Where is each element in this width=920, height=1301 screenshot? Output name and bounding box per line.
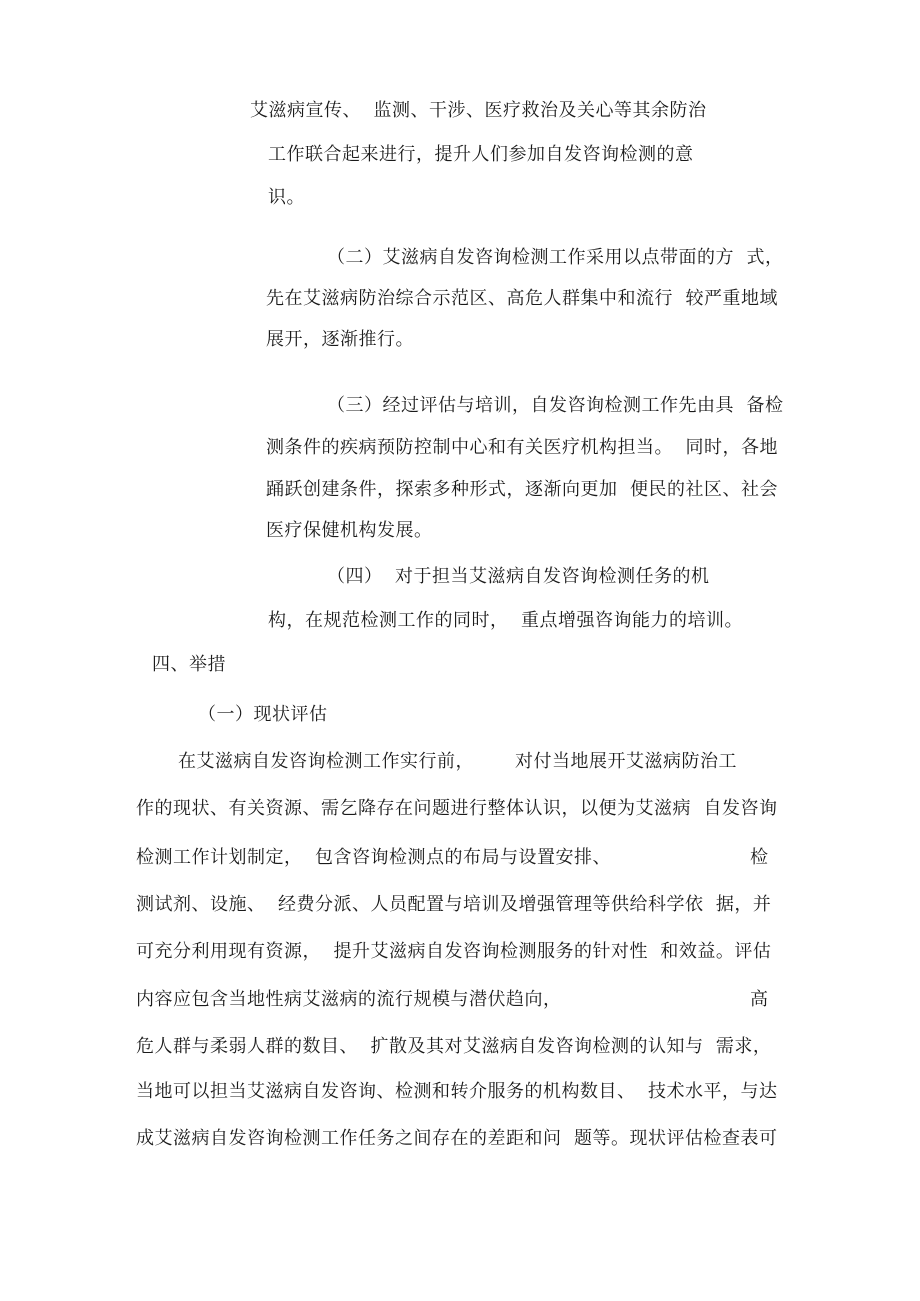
item-2-line-3: 展开，逐渐推行。 bbox=[266, 329, 414, 350]
body-line-8: 当地可以担当艾滋病自发咨询、检测和转介服务的机构数目、 技术水平，与达 bbox=[136, 1081, 778, 1102]
item-3-line-1: （三）经过评估与培训，自发咨询检测工作先由具 备检 bbox=[327, 395, 784, 416]
body-line-6b: 高 bbox=[750, 989, 769, 1010]
item-2-line-2: 先在艾滋病防治综合示范区、高危人群集中和流行 较严重地域 bbox=[266, 288, 778, 309]
item-3-line-3: 踊跃创建条件，探索多种形式，逐渐向更加 便民的社区、社会 bbox=[266, 479, 778, 500]
item-2-line-1: （二）艾滋病自发咨询检测工作采用以点带面的方 式， bbox=[327, 247, 784, 268]
intro-line-2: 工作联合起来进行，提升人们参加自发咨询检测的意 bbox=[268, 144, 694, 165]
body-line-9: 成艾滋病自发咨询检测工作任务之间存在的差距和问 题等。现状评估检查表可 bbox=[136, 1128, 778, 1149]
intro-line-1: 艾滋病宣传、 监测、干涉、医疗救治及关心等其余防治 bbox=[250, 100, 707, 121]
body-line-5: 可充分利用现有资源， 提升艾滋病自发咨询检测服务的针对性 和效益。评估 bbox=[136, 941, 772, 962]
body-line-7: 危人群与柔弱人群的数目、 扩散及其对艾滋病自发咨询检测的认知与 需求， bbox=[136, 1036, 772, 1057]
intro-line-3: 识。 bbox=[268, 187, 305, 208]
item-3-line-2: 测条件的疾病预防控制中心和有关医疗机构担当。 同时，各地 bbox=[266, 437, 778, 458]
body-line-2: 作的现状、有关资源、需乞降存在问题进行整体认识，以便为艾滋病 自发咨询 bbox=[136, 798, 778, 819]
section-title-measures: 四、举措 bbox=[152, 654, 226, 675]
body-line-4: 测试剂、设施、 经费分派、人员配置与培训及增强管理等供给科学依 据，并 bbox=[136, 894, 772, 915]
subsection-title-status-assessment: （一）现状评估 bbox=[198, 704, 328, 725]
body-line-1b: 对付当地展开艾滋病防治工 bbox=[515, 751, 737, 772]
body-line-3b: 检 bbox=[750, 847, 769, 868]
body-line-6a: 内容应包含当地性病艾滋病的流行规模与潜伏趋向， bbox=[136, 989, 562, 1010]
item-4-line-1: （四） 对于担当艾滋病自发咨询检测任务的机 bbox=[327, 566, 710, 587]
body-line-1a: 在艾滋病自发咨询检测工作实行前， bbox=[178, 751, 474, 772]
item-4-line-2: 构，在规范检测工作的同时， 重点增强咨询能力的培训。 bbox=[268, 610, 743, 631]
body-line-3a: 检测工作计划制定， 包含咨询检测点的布局与设置安排、 bbox=[136, 847, 611, 868]
item-3-line-4: 医疗保健机构发展。 bbox=[266, 520, 433, 541]
